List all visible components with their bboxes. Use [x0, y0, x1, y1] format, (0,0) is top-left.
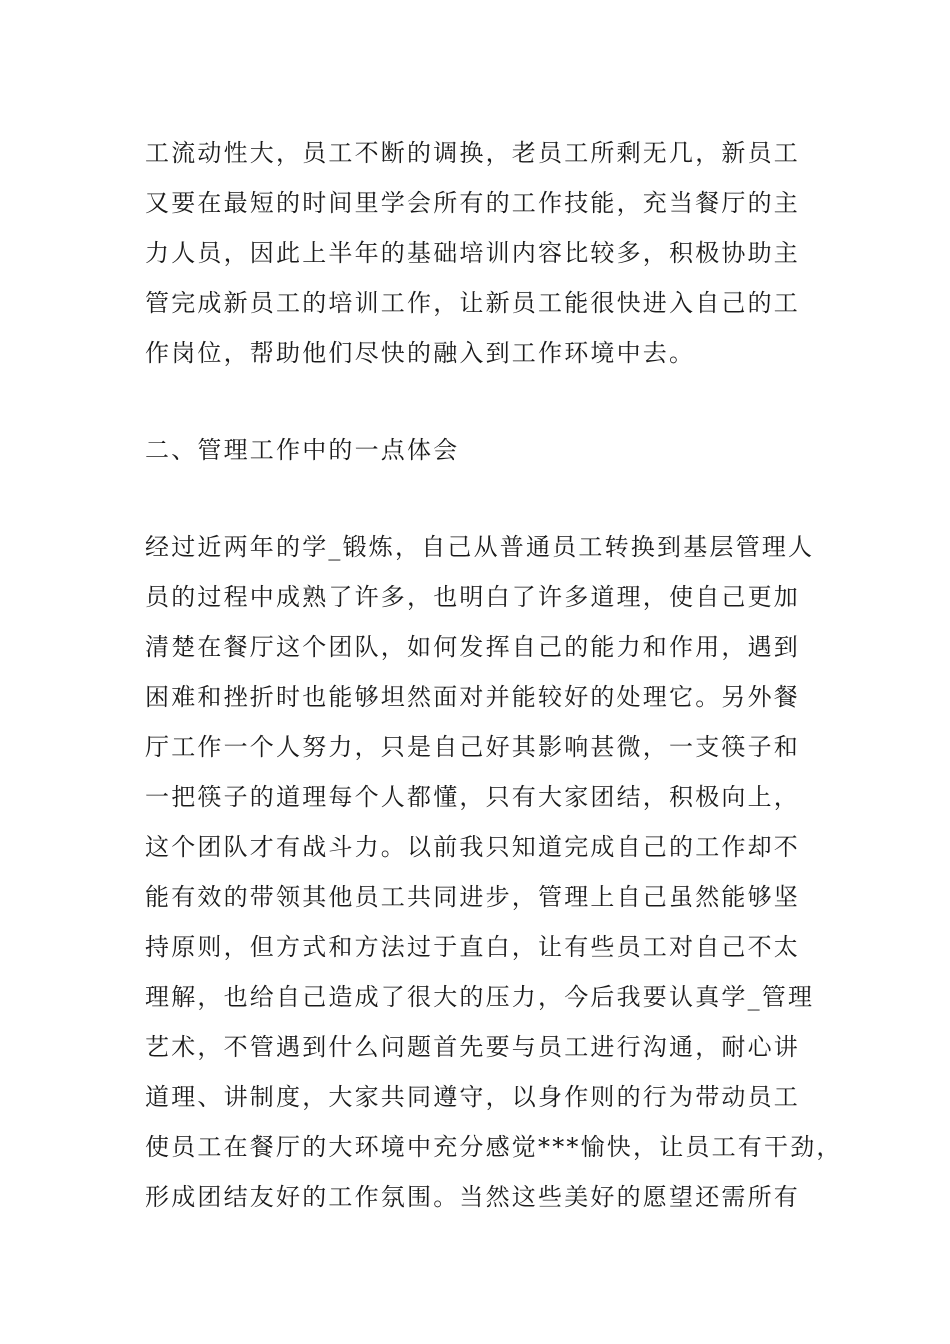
- text-line: 作岗位，帮助他们尽快的融入到工作环境中去。: [145, 339, 696, 367]
- text-line: 员的过程中成熟了许多，也明白了许多道理，使自己更加: [145, 583, 800, 611]
- text-line: 又要在最短的时间里学会所有的工作技能，充当餐厅的主: [145, 189, 800, 217]
- text-line: 艺术，不管遇到什么问题首先要与员工进行沟通，耐心讲: [145, 1033, 800, 1061]
- text-line: 经过近两年的学_锻炼，自己从普通员工转换到基层管理人: [145, 533, 815, 561]
- text-line: 形成团结友好的工作氛围。当然这些美好的愿望还需所有: [145, 1183, 800, 1211]
- text-line: 持原则，但方式和方法过于直白，让有些员工对自己不太: [145, 933, 800, 961]
- text-line: 这个团队才有战斗力。以前我只知道完成自己的工作却不: [145, 833, 800, 861]
- heading-text: 二、管理工作中的一点体会: [145, 436, 460, 464]
- text-line: 困难和挫折时也能够坦然面对并能较好的处理它。另外餐: [145, 683, 800, 711]
- text-line: 力人员，因此上半年的基础培训内容比较多，积极协助主: [145, 239, 800, 267]
- text-line: 使员工在餐厅的大环境中充分感觉***愉快，让员工有干劲，: [145, 1133, 843, 1161]
- text-line: 理解，也给自己造成了很大的压力，今后我要认真学_管理: [145, 983, 815, 1011]
- text-line: 管完成新员工的培训工作，让新员工能很快进入自己的工: [145, 289, 800, 317]
- text-line: 一把筷子的道理每个人都懂，只有大家团结，积极向上，: [145, 783, 800, 811]
- text-line: 能有效的带领其他员工共同进步，管理上自己虽然能够坚: [145, 883, 800, 911]
- text-line: 工流动性大，员工不断的调换，老员工所剩无几，新员工: [145, 139, 800, 167]
- text-line: 清楚在餐厅这个团队，如何发挥自己的能力和作用，遇到: [145, 633, 800, 661]
- section-heading: [145, 425, 835, 475]
- text-line: 道理、讲制度，大家共同遵守，以身作则的行为带动员工: [145, 1083, 800, 1111]
- text-line: 厅工作一个人努力，只是自己好其影响甚微，一支筷子和: [145, 733, 800, 761]
- paragraph-1: [145, 128, 835, 378]
- paragraph-2: [145, 522, 843, 1222]
